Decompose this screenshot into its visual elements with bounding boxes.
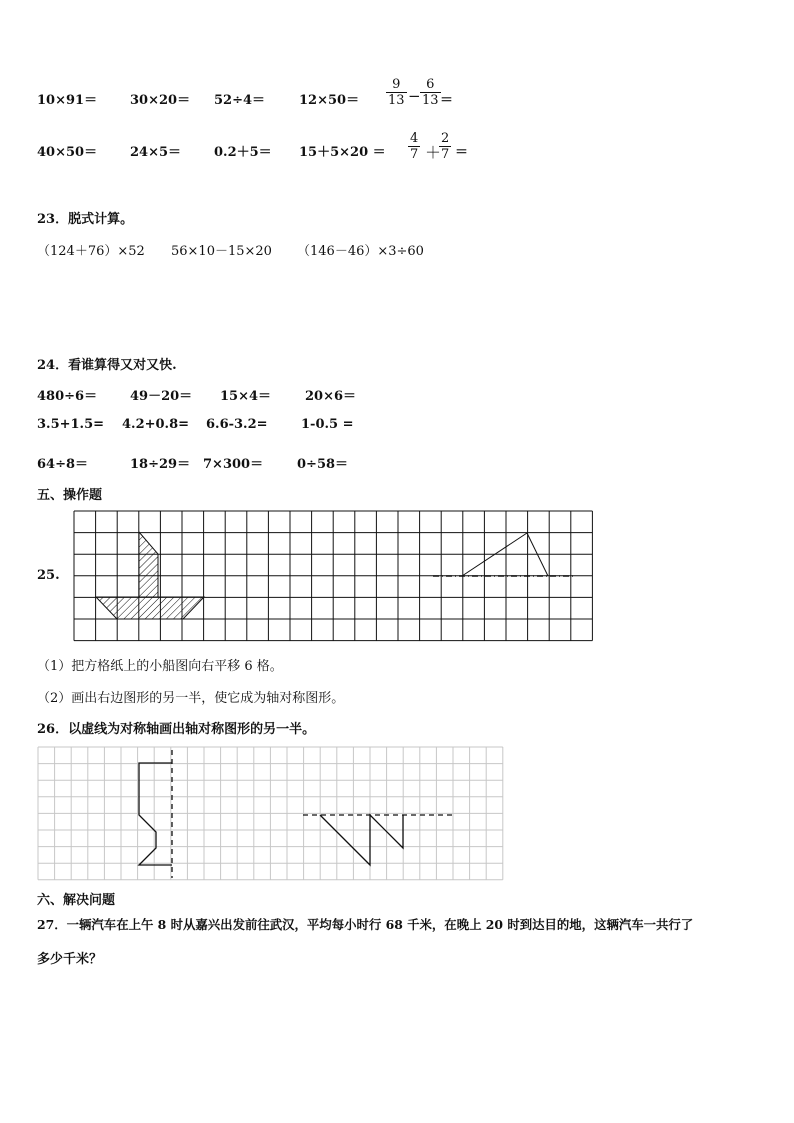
left-half-figure	[139, 763, 172, 865]
calc-item: （146－46）×3÷60	[297, 244, 424, 259]
question-25-sub1: （1）把方格纸上的小船图向右平移 6 格。	[37, 659, 283, 674]
calc-item: 6.6-3.2=	[206, 417, 268, 432]
equals-sign: ＝	[440, 93, 454, 108]
question-25-sub2: （2）画出右边图形的另一半，使它成为轴对称图形。	[37, 691, 345, 706]
calc-item: 15×4＝	[220, 389, 272, 404]
section-heading: 六、解决问题	[37, 893, 116, 908]
calc-item: 15＋5×20 ＝	[299, 145, 386, 160]
calc-item: 30×20＝	[130, 93, 191, 108]
calc-item: （124＋76）×52	[37, 244, 145, 259]
calc-item: 40×50＝	[37, 145, 98, 160]
denominator: 7	[441, 147, 450, 162]
operator: ＋	[425, 143, 442, 162]
calc-item: 3.5+1.5=	[37, 417, 105, 432]
question-27-text: 多少千米？	[37, 952, 103, 967]
square-grid	[38, 747, 503, 880]
question-23-title: 23．脱式计算。	[37, 212, 134, 227]
question-25-number: 25.	[37, 568, 60, 583]
calc-item: 10×91＝	[37, 93, 98, 108]
calc-item: 4.2+0.8=	[122, 417, 190, 432]
operator: −	[408, 87, 421, 105]
numerator: 9	[392, 77, 401, 92]
calc-item: 56×10－15×20	[171, 244, 272, 259]
denominator: 13	[388, 93, 405, 108]
denominator: 7	[410, 147, 419, 162]
calc-item: 0÷58＝	[297, 457, 349, 472]
equals-sign: ＝	[455, 145, 469, 160]
question-24-title: 24．看谁算得又对又快.	[37, 358, 177, 373]
section-heading: 五、操作题	[37, 488, 103, 503]
calc-item: 20×6＝	[305, 389, 357, 404]
numerator: 2	[441, 131, 450, 146]
question-26-title: 26．以虚线为对称轴画出轴对称图形的另一半。	[37, 722, 316, 737]
calc-item: 18÷29＝	[130, 457, 191, 472]
calc-item: 64÷8＝	[37, 457, 89, 472]
calc-item: 480÷6＝	[37, 389, 98, 404]
calc-item: 0.2＋5＝	[214, 145, 272, 160]
calc-item: 49－20＝	[130, 389, 193, 404]
right-half-figure	[320, 815, 403, 865]
question-27-text: 27．一辆汽车在上午 8 时从嘉兴出发前往武汉，平均每小时行 68 千米，在晚上 20 时到达目的地，这辆汽车一共行了	[37, 917, 694, 932]
calc-item: 52÷4＝	[214, 93, 266, 108]
calc-item: 24×5＝	[130, 145, 182, 160]
calc-item: 1-0.5 =	[301, 417, 354, 432]
calc-item: 12×50＝	[299, 93, 360, 108]
numerator: 4	[410, 131, 419, 146]
denominator: 13	[422, 93, 439, 108]
numerator: 6	[426, 77, 435, 92]
calc-item: 7×300＝	[203, 457, 264, 472]
